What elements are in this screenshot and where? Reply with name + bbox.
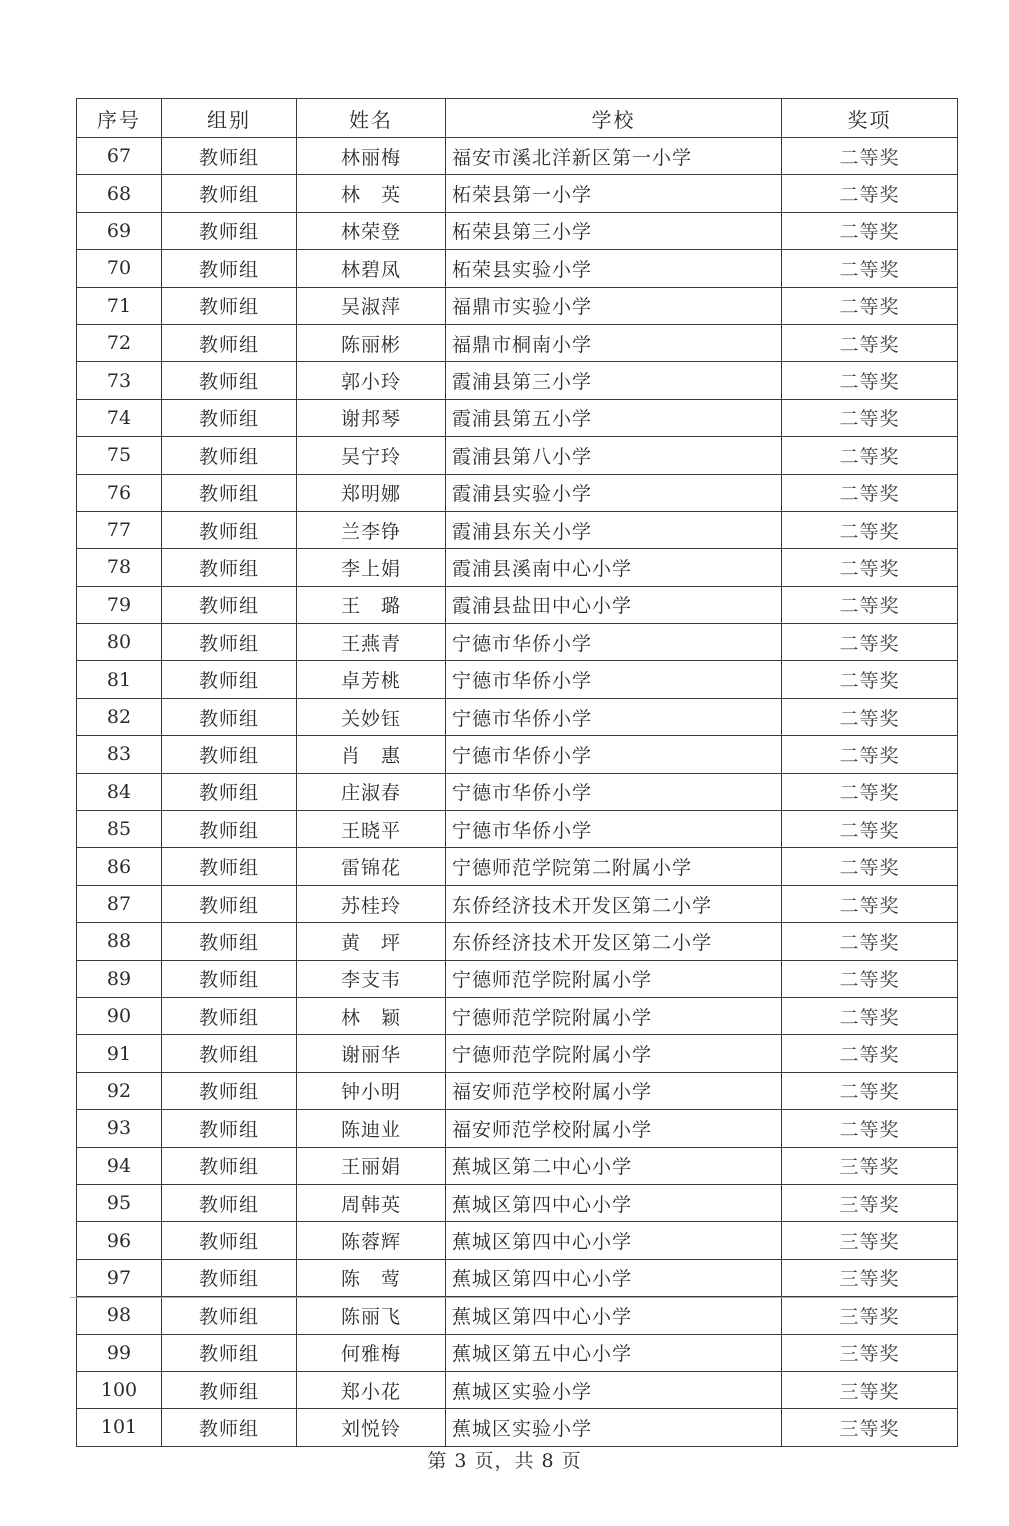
- cell-school: 蕉城区第四中心小学: [446, 1184, 782, 1221]
- cell-school: 霞浦县盐田中心小学: [446, 586, 782, 623]
- cell-school: 东侨经济技术开发区第二小学: [446, 885, 782, 922]
- cell-award: 二等奖: [782, 923, 958, 960]
- table-row: [77, 362, 958, 399]
- cell-group: 教师组: [162, 1184, 297, 1221]
- header-row: [77, 99, 958, 138]
- cell-award: 二等奖: [782, 437, 958, 474]
- cell-seq: 72: [77, 324, 162, 361]
- table-row: [77, 997, 958, 1034]
- cell-award: 二等奖: [782, 624, 958, 661]
- cell-name: 陈丽彬: [297, 324, 446, 361]
- cell-name: 肖 惠: [297, 736, 446, 773]
- cell-group: 教师组: [162, 923, 297, 960]
- cell-award: 三等奖: [782, 1259, 958, 1296]
- cell-group: 教师组: [162, 848, 297, 885]
- cell-name: 林 颖: [297, 997, 446, 1034]
- table-row: [77, 1222, 958, 1259]
- cell-seq: 89: [77, 960, 162, 997]
- cell-award: 二等奖: [782, 549, 958, 586]
- cell-group: 教师组: [162, 1409, 297, 1446]
- cell-award: 二等奖: [782, 1035, 958, 1072]
- cell-name: 钟小明: [297, 1072, 446, 1109]
- cell-award: 三等奖: [782, 1147, 958, 1184]
- cell-name: 王 璐: [297, 586, 446, 623]
- cell-group: 教师组: [162, 698, 297, 735]
- cell-award: 三等奖: [782, 1184, 958, 1221]
- cell-award: 二等奖: [782, 698, 958, 735]
- cell-seq: 99: [77, 1334, 162, 1371]
- table-row: [77, 212, 958, 249]
- cell-name: 陈迪业: [297, 1110, 446, 1147]
- table-row: [77, 1072, 958, 1109]
- cell-seq: 83: [77, 736, 162, 773]
- cell-school: 蕉城区第二中心小学: [446, 1147, 782, 1184]
- cell-name: 周韩英: [297, 1184, 446, 1221]
- cell-group: 教师组: [162, 324, 297, 361]
- table-row: [77, 1371, 958, 1408]
- cell-seq: 93: [77, 1110, 162, 1147]
- cell-award: 二等奖: [782, 138, 958, 175]
- cell-award: 二等奖: [782, 324, 958, 361]
- cell-seq: 82: [77, 698, 162, 735]
- cell-school: 福安师范学校附属小学: [446, 1072, 782, 1109]
- cell-name: 卓芳桃: [297, 661, 446, 698]
- cell-seq: 76: [77, 474, 162, 511]
- table-body: [77, 138, 958, 1447]
- cell-seq: 92: [77, 1072, 162, 1109]
- cell-name: 吴宁玲: [297, 437, 446, 474]
- cell-name: 林荣登: [297, 212, 446, 249]
- cell-award: 二等奖: [782, 811, 958, 848]
- cell-seq: 85: [77, 811, 162, 848]
- cell-school: 蕉城区实验小学: [446, 1371, 782, 1408]
- cell-group: 教师组: [162, 885, 297, 922]
- cell-name: 林碧凤: [297, 250, 446, 287]
- cell-award: 二等奖: [782, 287, 958, 324]
- cell-group: 教师组: [162, 1147, 297, 1184]
- cell-school: 霞浦县第八小学: [446, 437, 782, 474]
- cell-seq: 96: [77, 1222, 162, 1259]
- cell-school: 宁德师范学院附属小学: [446, 997, 782, 1034]
- cell-award: 三等奖: [782, 1409, 958, 1446]
- cell-group: 教师组: [162, 997, 297, 1034]
- table-row: [77, 437, 958, 474]
- table-row: [77, 1409, 958, 1446]
- cell-name: 黄 坪: [297, 923, 446, 960]
- cell-school: 柘荣县第一小学: [446, 175, 782, 212]
- cell-seq: 91: [77, 1035, 162, 1072]
- cell-award: 二等奖: [782, 1072, 958, 1109]
- cell-school: 宁德市华侨小学: [446, 661, 782, 698]
- cell-school: 福鼎市实验小学: [446, 287, 782, 324]
- cell-award: 二等奖: [782, 773, 958, 810]
- cell-award: 二等奖: [782, 474, 958, 511]
- cell-award: 二等奖: [782, 885, 958, 922]
- cell-group: 教师组: [162, 1334, 297, 1371]
- cell-name: 陈蓉辉: [297, 1222, 446, 1259]
- cell-name: 刘悦铃: [297, 1409, 446, 1446]
- table-row: [77, 773, 958, 810]
- cell-seq: 97: [77, 1259, 162, 1296]
- table-row: [77, 960, 958, 997]
- cell-name: 郑明娜: [297, 474, 446, 511]
- cell-name: 关妙钰: [297, 698, 446, 735]
- cell-name: 陈丽飞: [297, 1297, 446, 1334]
- cell-group: 教师组: [162, 511, 297, 548]
- cell-seq: 87: [77, 885, 162, 922]
- cell-group: 教师组: [162, 960, 297, 997]
- cell-group: 教师组: [162, 1035, 297, 1072]
- cell-school: 蕉城区第四中心小学: [446, 1259, 782, 1296]
- cell-award: 二等奖: [782, 997, 958, 1034]
- cell-school: 霞浦县第三小学: [446, 362, 782, 399]
- cell-award: 三等奖: [782, 1371, 958, 1408]
- cell-seq: 100: [77, 1371, 162, 1408]
- cell-group: 教师组: [162, 586, 297, 623]
- cell-school: 宁德师范学院附属小学: [446, 1035, 782, 1072]
- cell-name: 吴淑萍: [297, 287, 446, 324]
- cell-seq: 67: [77, 138, 162, 175]
- header-school: 学校: [446, 99, 782, 138]
- header-name: 姓名: [297, 99, 446, 138]
- cell-group: 教师组: [162, 1222, 297, 1259]
- cell-name: 苏桂玲: [297, 885, 446, 922]
- cell-name: 林 英: [297, 175, 446, 212]
- cell-school: 宁德师范学院附属小学: [446, 960, 782, 997]
- cell-name: 李上娟: [297, 549, 446, 586]
- cell-group: 教师组: [162, 474, 297, 511]
- cell-seq: 90: [77, 997, 162, 1034]
- cell-award: 二等奖: [782, 586, 958, 623]
- cell-seq: 95: [77, 1184, 162, 1221]
- cell-school: 蕉城区第五中心小学: [446, 1334, 782, 1371]
- cell-name: 郭小玲: [297, 362, 446, 399]
- cell-school: 宁德市华侨小学: [446, 811, 782, 848]
- cell-seq: 81: [77, 661, 162, 698]
- table-row: [77, 474, 958, 511]
- cell-seq: 69: [77, 212, 162, 249]
- cell-group: 教师组: [162, 624, 297, 661]
- table-row: [77, 661, 958, 698]
- cell-school: 福鼎市桐南小学: [446, 324, 782, 361]
- cell-seq: 88: [77, 923, 162, 960]
- table-row: [77, 848, 958, 885]
- cell-name: 林丽梅: [297, 138, 446, 175]
- cell-name: 王晓平: [297, 811, 446, 848]
- header-award: 奖项: [782, 99, 958, 138]
- cell-group: 教师组: [162, 736, 297, 773]
- cell-award: 二等奖: [782, 212, 958, 249]
- header-group: 组别: [162, 99, 297, 138]
- cell-group: 教师组: [162, 1110, 297, 1147]
- scan-artifact-line: [70, 1297, 954, 1298]
- cell-name: 谢丽华: [297, 1035, 446, 1072]
- cell-seq: 79: [77, 586, 162, 623]
- cell-name: 陈 莺: [297, 1259, 446, 1296]
- page-footer: 第 3 页，共 8 页: [427, 1450, 582, 1472]
- cell-seq: 80: [77, 624, 162, 661]
- cell-group: 教师组: [162, 811, 297, 848]
- cell-seq: 77: [77, 511, 162, 548]
- table-row: [77, 138, 958, 175]
- cell-seq: 74: [77, 399, 162, 436]
- cell-name: 王燕青: [297, 624, 446, 661]
- cell-seq: 98: [77, 1297, 162, 1334]
- cell-group: 教师组: [162, 212, 297, 249]
- cell-school: 霞浦县东关小学: [446, 511, 782, 548]
- table-row: [77, 1297, 958, 1334]
- cell-group: 教师组: [162, 399, 297, 436]
- table-row: [77, 811, 958, 848]
- cell-school: 宁德市华侨小学: [446, 736, 782, 773]
- cell-name: 李支韦: [297, 960, 446, 997]
- cell-award: 三等奖: [782, 1222, 958, 1259]
- cell-group: 教师组: [162, 1072, 297, 1109]
- table-row: [77, 324, 958, 361]
- cell-seq: 70: [77, 250, 162, 287]
- cell-group: 教师组: [162, 250, 297, 287]
- cell-name: 王丽娟: [297, 1147, 446, 1184]
- cell-name: 雷锦花: [297, 848, 446, 885]
- table-row: [77, 698, 958, 735]
- cell-award: 二等奖: [782, 960, 958, 997]
- table-row: [77, 175, 958, 212]
- table-row: [77, 736, 958, 773]
- cell-school: 宁德师范学院第二附属小学: [446, 848, 782, 885]
- cell-school: 东侨经济技术开发区第二小学: [446, 923, 782, 960]
- table-row: [77, 1110, 958, 1147]
- cell-group: 教师组: [162, 773, 297, 810]
- table-header: [77, 99, 958, 138]
- cell-seq: 84: [77, 773, 162, 810]
- cell-school: 柘荣县第三小学: [446, 212, 782, 249]
- cell-name: 兰李铮: [297, 511, 446, 548]
- award-table: [76, 98, 958, 1447]
- table-row: [77, 1259, 958, 1296]
- cell-group: 教师组: [162, 661, 297, 698]
- cell-seq: 78: [77, 549, 162, 586]
- cell-name: 庄淑春: [297, 773, 446, 810]
- cell-seq: 71: [77, 287, 162, 324]
- table-row: [77, 250, 958, 287]
- cell-school: 霞浦县第五小学: [446, 399, 782, 436]
- table-row: [77, 1035, 958, 1072]
- cell-group: 教师组: [162, 1297, 297, 1334]
- cell-award: 二等奖: [782, 1110, 958, 1147]
- cell-seq: 68: [77, 175, 162, 212]
- cell-school: 福安师范学校附属小学: [446, 1110, 782, 1147]
- table-row: [77, 586, 958, 623]
- table-row: [77, 511, 958, 548]
- cell-school: 霞浦县溪南中心小学: [446, 549, 782, 586]
- cell-group: 教师组: [162, 362, 297, 399]
- cell-school: 福安市溪北洋新区第一小学: [446, 138, 782, 175]
- cell-group: 教师组: [162, 437, 297, 474]
- table-row: [77, 1147, 958, 1184]
- cell-seq: 73: [77, 362, 162, 399]
- table-row: [77, 885, 958, 922]
- cell-award: 二等奖: [782, 399, 958, 436]
- cell-seq: 101: [77, 1409, 162, 1446]
- table-row: [77, 287, 958, 324]
- cell-seq: 75: [77, 437, 162, 474]
- table-row: [77, 549, 958, 586]
- cell-award: 三等奖: [782, 1297, 958, 1334]
- table-row: [77, 1184, 958, 1221]
- cell-group: 教师组: [162, 138, 297, 175]
- cell-group: 教师组: [162, 287, 297, 324]
- cell-school: 蕉城区第四中心小学: [446, 1222, 782, 1259]
- header-seq: 序号: [77, 99, 162, 138]
- cell-school: 宁德市华侨小学: [446, 773, 782, 810]
- cell-award: 三等奖: [782, 1334, 958, 1371]
- cell-award: 二等奖: [782, 661, 958, 698]
- cell-award: 二等奖: [782, 362, 958, 399]
- cell-school: 霞浦县实验小学: [446, 474, 782, 511]
- cell-group: 教师组: [162, 175, 297, 212]
- cell-school: 蕉城区第四中心小学: [446, 1297, 782, 1334]
- cell-school: 蕉城区实验小学: [446, 1409, 782, 1446]
- cell-group: 教师组: [162, 1259, 297, 1296]
- cell-award: 二等奖: [782, 848, 958, 885]
- cell-name: 郑小花: [297, 1371, 446, 1408]
- cell-seq: 94: [77, 1147, 162, 1184]
- cell-group: 教师组: [162, 549, 297, 586]
- cell-group: 教师组: [162, 1371, 297, 1408]
- cell-seq: 86: [77, 848, 162, 885]
- table-row: [77, 399, 958, 436]
- table-row: [77, 923, 958, 960]
- table-row: [77, 624, 958, 661]
- cell-name: 何雅梅: [297, 1334, 446, 1371]
- cell-award: 二等奖: [782, 736, 958, 773]
- cell-award: 二等奖: [782, 511, 958, 548]
- cell-school: 柘荣县实验小学: [446, 250, 782, 287]
- cell-award: 二等奖: [782, 250, 958, 287]
- cell-school: 宁德市华侨小学: [446, 698, 782, 735]
- cell-name: 谢邦琴: [297, 399, 446, 436]
- table-row: [77, 1334, 958, 1371]
- cell-school: 宁德市华侨小学: [446, 624, 782, 661]
- cell-award: 二等奖: [782, 175, 958, 212]
